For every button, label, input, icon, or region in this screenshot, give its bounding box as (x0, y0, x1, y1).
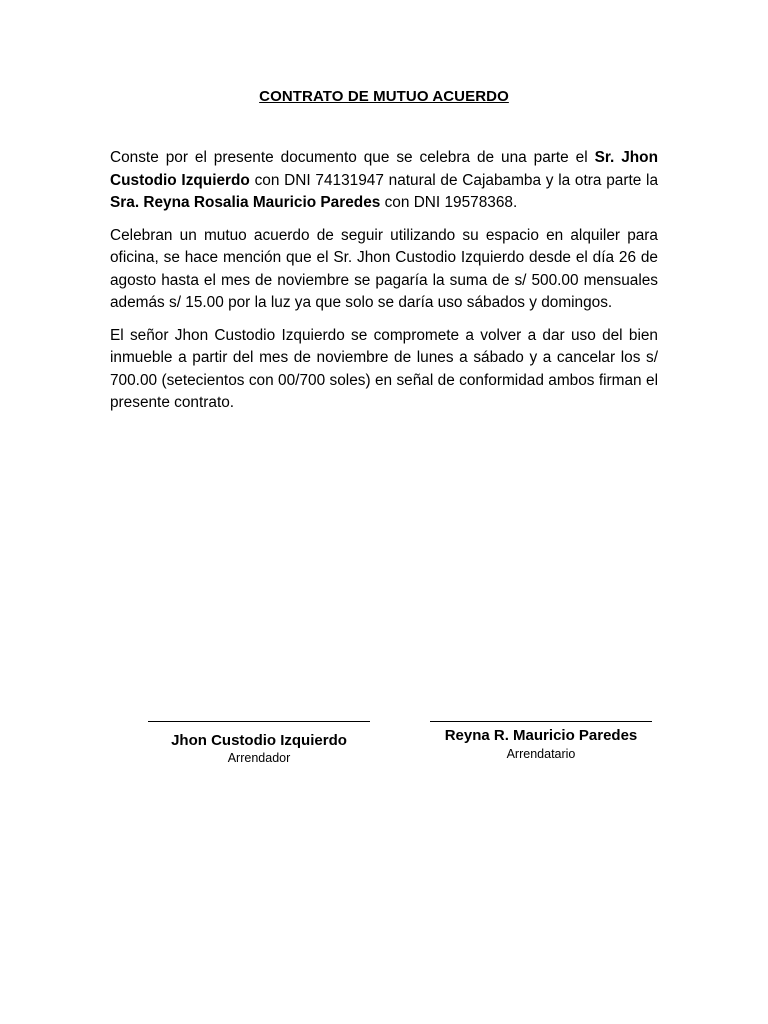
paragraph-commitment: El señor Jhon Custodio Izquierdo se compromete a volver a dar uso del bien inmueble a partir del mes de noviembre de lunes a sábado y a cancelar los s/ 700.00 (setecientos con 00/700 soles) en señal de conformidad ambos firman el presente contrato. (110, 326, 658, 411)
paragraph-parties (110, 147, 658, 215)
party-name-arrendatario: Sra. Reyna Rosalia Mauricio Paredes (110, 194, 381, 211)
signature-name: Reyna R. Mauricio Paredes (444, 727, 638, 744)
party-name-arrendador: Sr. Jhon Custodio Izquierdo (110, 149, 658, 189)
paragraph-text: con DNI 74131947 natural de Cajabamba y la otra parte la (249, 171, 659, 189)
signature-role: Arrendatario (506, 747, 576, 761)
signature-line (430, 721, 652, 722)
document-body (110, 147, 658, 425)
signature-block-arrendador (148, 721, 370, 765)
signature-name: Jhon Custodio Izquierdo (171, 732, 347, 749)
paragraph-text: Conste por el presente documento que se celebra de una parte el (110, 149, 595, 166)
signature-line (148, 721, 370, 722)
signature-role: Arrendador (227, 751, 291, 765)
document-title: CONTRATO DE MUTUO ACUERDO (259, 88, 509, 105)
signature-block-arrendatario (430, 721, 652, 761)
paragraph-text: con DNI 19578368. (380, 194, 518, 211)
paragraph-agreement: Celebran un mutuo acuerdo de seguir utilizando su espacio en alquiler para oficina, se hace mención que el Sr. Jhon Custodio Izquierdo desde el día 26 de agosto hasta el mes de noviembre se pagaría la suma de s/ 500.00 mensuales además s/ 15.00 por la luz ya que solo se daría uso sábados y domingos. (110, 226, 658, 311)
